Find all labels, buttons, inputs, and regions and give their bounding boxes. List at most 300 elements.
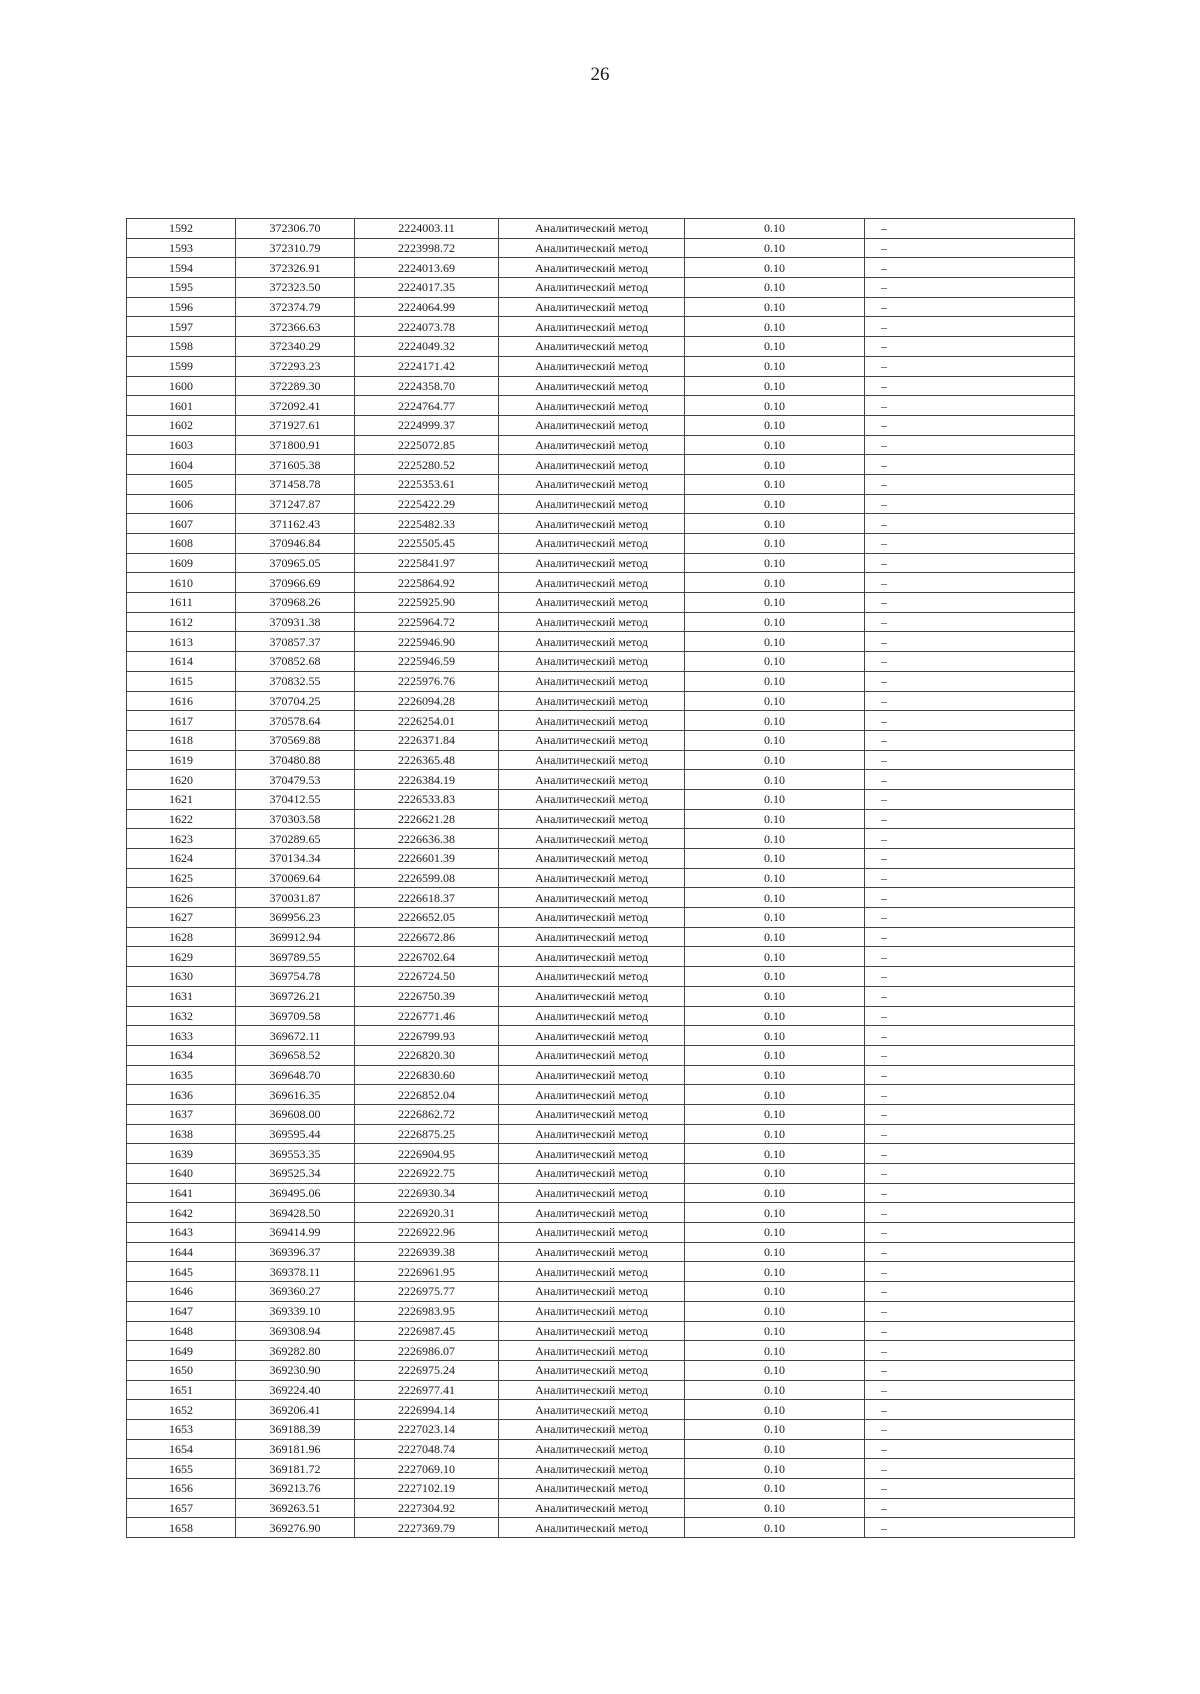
- x-coordinate-cell: 370704.25: [236, 691, 355, 711]
- accuracy-cell: 0.10: [685, 1203, 865, 1223]
- y-coordinate-cell: 2225841.97: [355, 553, 499, 573]
- y-coordinate-cell: 2224358.70: [355, 376, 499, 396]
- accuracy-cell: 0.10: [685, 1164, 865, 1184]
- table-row: [127, 573, 1075, 593]
- x-coordinate-cell: 369709.58: [236, 1006, 355, 1026]
- x-coordinate-cell: 369912.94: [236, 927, 355, 947]
- accuracy-cell: 0.10: [685, 671, 865, 691]
- coordinates-table: [126, 218, 1075, 1538]
- x-coordinate-cell: 369188.39: [236, 1419, 355, 1439]
- description-cell: –: [865, 1026, 1075, 1046]
- accuracy-cell: 0.10: [685, 908, 865, 928]
- y-coordinate-cell: 2224764.77: [355, 396, 499, 416]
- method-cell: Аналитический метод: [499, 1419, 685, 1439]
- accuracy-cell: 0.10: [685, 1045, 865, 1065]
- accuracy-cell: 0.10: [685, 1400, 865, 1420]
- method-cell: Аналитический метод: [499, 1124, 685, 1144]
- table-row: [127, 376, 1075, 396]
- point-number-cell: 1633: [127, 1026, 236, 1046]
- point-number-cell: 1648: [127, 1321, 236, 1341]
- accuracy-cell: 0.10: [685, 986, 865, 1006]
- accuracy-cell: 0.10: [685, 474, 865, 494]
- method-cell: Аналитический метод: [499, 278, 685, 298]
- point-number-cell: 1611: [127, 593, 236, 613]
- description-cell: –: [865, 888, 1075, 908]
- y-coordinate-cell: 2226652.05: [355, 908, 499, 928]
- point-number-cell: 1612: [127, 612, 236, 632]
- point-number-cell: 1652: [127, 1400, 236, 1420]
- description-cell: –: [865, 514, 1075, 534]
- method-cell: Аналитический метод: [499, 573, 685, 593]
- y-coordinate-cell: 2226094.28: [355, 691, 499, 711]
- point-number-cell: 1618: [127, 730, 236, 750]
- y-coordinate-cell: 2226254.01: [355, 711, 499, 731]
- x-coordinate-cell: 369276.90: [236, 1518, 355, 1538]
- accuracy-cell: 0.10: [685, 337, 865, 357]
- table-row: [127, 1065, 1075, 1085]
- point-number-cell: 1655: [127, 1459, 236, 1479]
- accuracy-cell: 0.10: [685, 1321, 865, 1341]
- accuracy-cell: 0.10: [685, 1085, 865, 1105]
- accuracy-cell: 0.10: [685, 1006, 865, 1026]
- point-number-cell: 1600: [127, 376, 236, 396]
- table-row: [127, 868, 1075, 888]
- x-coordinate-cell: 369726.21: [236, 986, 355, 1006]
- table-row: [127, 1183, 1075, 1203]
- description-cell: –: [865, 947, 1075, 967]
- accuracy-cell: 0.10: [685, 632, 865, 652]
- table-row: [127, 711, 1075, 731]
- method-cell: Аналитический метод: [499, 1104, 685, 1124]
- table-row: [127, 849, 1075, 869]
- table-row: [127, 770, 1075, 790]
- description-cell: –: [865, 986, 1075, 1006]
- description-cell: –: [865, 1065, 1075, 1085]
- table-row: [127, 494, 1075, 514]
- x-coordinate-cell: 370289.65: [236, 829, 355, 849]
- x-coordinate-cell: 371458.78: [236, 474, 355, 494]
- y-coordinate-cell: 2226820.30: [355, 1045, 499, 1065]
- x-coordinate-cell: 369648.70: [236, 1065, 355, 1085]
- table-row: [127, 967, 1075, 987]
- description-cell: –: [865, 1479, 1075, 1499]
- method-cell: Аналитический метод: [499, 888, 685, 908]
- point-number-cell: 1638: [127, 1124, 236, 1144]
- table-row: [127, 1262, 1075, 1282]
- table-row: [127, 1026, 1075, 1046]
- y-coordinate-cell: 2226636.38: [355, 829, 499, 849]
- x-coordinate-cell: 372366.63: [236, 317, 355, 337]
- table-row: [127, 1242, 1075, 1262]
- y-coordinate-cell: 2226830.60: [355, 1065, 499, 1085]
- accuracy-cell: 0.10: [685, 514, 865, 534]
- description-cell: –: [865, 1321, 1075, 1341]
- y-coordinate-cell: 2226371.84: [355, 730, 499, 750]
- y-coordinate-cell: 2226365.48: [355, 750, 499, 770]
- description-cell: –: [865, 711, 1075, 731]
- point-number-cell: 1628: [127, 927, 236, 947]
- method-cell: Аналитический метод: [499, 1400, 685, 1420]
- description-cell: –: [865, 730, 1075, 750]
- table-row: [127, 652, 1075, 672]
- table-row: [127, 1045, 1075, 1065]
- point-number-cell: 1642: [127, 1203, 236, 1223]
- table-row: [127, 927, 1075, 947]
- x-coordinate-cell: 369658.52: [236, 1045, 355, 1065]
- table-row: [127, 337, 1075, 357]
- page-number: 26: [590, 64, 610, 85]
- method-cell: Аналитический метод: [499, 337, 685, 357]
- x-coordinate-cell: 372293.23: [236, 356, 355, 376]
- method-cell: Аналитический метод: [499, 691, 685, 711]
- x-coordinate-cell: 369282.80: [236, 1341, 355, 1361]
- point-number-cell: 1649: [127, 1341, 236, 1361]
- method-cell: Аналитический метод: [499, 711, 685, 731]
- y-coordinate-cell: 2226922.75: [355, 1164, 499, 1184]
- y-coordinate-cell: 2224013.69: [355, 258, 499, 278]
- accuracy-cell: 0.10: [685, 770, 865, 790]
- accuracy-cell: 0.10: [685, 1104, 865, 1124]
- point-number-cell: 1634: [127, 1045, 236, 1065]
- table-row: [127, 1341, 1075, 1361]
- description-cell: –: [865, 1459, 1075, 1479]
- point-number-cell: 1601: [127, 396, 236, 416]
- y-coordinate-cell: 2226961.95: [355, 1262, 499, 1282]
- method-cell: Аналитический метод: [499, 908, 685, 928]
- description-cell: –: [865, 691, 1075, 711]
- description-cell: –: [865, 1380, 1075, 1400]
- description-cell: –: [865, 652, 1075, 672]
- description-cell: –: [865, 1223, 1075, 1243]
- x-coordinate-cell: 371927.61: [236, 415, 355, 435]
- x-coordinate-cell: 370966.69: [236, 573, 355, 593]
- method-cell: Аналитический метод: [499, 829, 685, 849]
- method-cell: Аналитический метод: [499, 789, 685, 809]
- x-coordinate-cell: 370946.84: [236, 534, 355, 554]
- table-row: [127, 1282, 1075, 1302]
- point-number-cell: 1620: [127, 770, 236, 790]
- accuracy-cell: 0.10: [685, 1498, 865, 1518]
- x-coordinate-cell: 369495.06: [236, 1183, 355, 1203]
- y-coordinate-cell: 2226384.19: [355, 770, 499, 790]
- table-row: [127, 1085, 1075, 1105]
- accuracy-cell: 0.10: [685, 1223, 865, 1243]
- y-coordinate-cell: 2226621.28: [355, 809, 499, 829]
- x-coordinate-cell: 371162.43: [236, 514, 355, 534]
- method-cell: Аналитический метод: [499, 1301, 685, 1321]
- method-cell: Аналитический метод: [499, 1459, 685, 1479]
- x-coordinate-cell: 370031.87: [236, 888, 355, 908]
- x-coordinate-cell: 369789.55: [236, 947, 355, 967]
- accuracy-cell: 0.10: [685, 376, 865, 396]
- method-cell: Аналитический метод: [499, 947, 685, 967]
- accuracy-cell: 0.10: [685, 494, 865, 514]
- description-cell: –: [865, 1124, 1075, 1144]
- method-cell: Аналитический метод: [499, 612, 685, 632]
- accuracy-cell: 0.10: [685, 219, 865, 239]
- point-number-cell: 1626: [127, 888, 236, 908]
- point-number-cell: 1592: [127, 219, 236, 239]
- method-cell: Аналитический метод: [499, 809, 685, 829]
- x-coordinate-cell: 372310.79: [236, 238, 355, 258]
- point-number-cell: 1598: [127, 337, 236, 357]
- method-cell: Аналитический метод: [499, 219, 685, 239]
- method-cell: Аналитический метод: [499, 967, 685, 987]
- method-cell: Аналитический метод: [499, 671, 685, 691]
- x-coordinate-cell: 369206.41: [236, 1400, 355, 1420]
- description-cell: –: [865, 356, 1075, 376]
- y-coordinate-cell: 2225353.61: [355, 474, 499, 494]
- accuracy-cell: 0.10: [685, 593, 865, 613]
- accuracy-cell: 0.10: [685, 1439, 865, 1459]
- point-number-cell: 1637: [127, 1104, 236, 1124]
- point-number-cell: 1641: [127, 1183, 236, 1203]
- table-row: [127, 455, 1075, 475]
- description-cell: –: [865, 1282, 1075, 1302]
- accuracy-cell: 0.10: [685, 829, 865, 849]
- accuracy-cell: 0.10: [685, 1380, 865, 1400]
- description-cell: –: [865, 219, 1075, 239]
- y-coordinate-cell: 2226975.24: [355, 1360, 499, 1380]
- y-coordinate-cell: 2226799.93: [355, 1026, 499, 1046]
- accuracy-cell: 0.10: [685, 534, 865, 554]
- description-cell: –: [865, 967, 1075, 987]
- x-coordinate-cell: 369616.35: [236, 1085, 355, 1105]
- x-coordinate-cell: 369608.00: [236, 1104, 355, 1124]
- y-coordinate-cell: 2225925.90: [355, 593, 499, 613]
- x-coordinate-cell: 369595.44: [236, 1124, 355, 1144]
- description-cell: –: [865, 1419, 1075, 1439]
- description-cell: –: [865, 1262, 1075, 1282]
- table-row: [127, 593, 1075, 613]
- method-cell: Аналитический метод: [499, 455, 685, 475]
- accuracy-cell: 0.10: [685, 691, 865, 711]
- x-coordinate-cell: 369428.50: [236, 1203, 355, 1223]
- table-row: [127, 297, 1075, 317]
- description-cell: –: [865, 1006, 1075, 1026]
- accuracy-cell: 0.10: [685, 396, 865, 416]
- table-row: [127, 238, 1075, 258]
- method-cell: Аналитический метод: [499, 494, 685, 514]
- y-coordinate-cell: 2224999.37: [355, 415, 499, 435]
- method-cell: Аналитический метод: [499, 1006, 685, 1026]
- table-row: [127, 258, 1075, 278]
- x-coordinate-cell: 369525.34: [236, 1164, 355, 1184]
- table-row: [127, 1164, 1075, 1184]
- description-cell: –: [865, 1045, 1075, 1065]
- table-row: [127, 908, 1075, 928]
- point-number-cell: 1631: [127, 986, 236, 1006]
- method-cell: Аналитический метод: [499, 1242, 685, 1262]
- method-cell: Аналитический метод: [499, 632, 685, 652]
- table-row: [127, 474, 1075, 494]
- point-number-cell: 1619: [127, 750, 236, 770]
- x-coordinate-cell: 370578.64: [236, 711, 355, 731]
- x-coordinate-cell: 369263.51: [236, 1498, 355, 1518]
- method-cell: Аналитический метод: [499, 1164, 685, 1184]
- point-number-cell: 1593: [127, 238, 236, 258]
- point-number-cell: 1650: [127, 1360, 236, 1380]
- table-row: [127, 317, 1075, 337]
- accuracy-cell: 0.10: [685, 1183, 865, 1203]
- table-row: [127, 1479, 1075, 1499]
- method-cell: Аналитический метод: [499, 1262, 685, 1282]
- point-number-cell: 1597: [127, 317, 236, 337]
- y-coordinate-cell: 2225505.45: [355, 534, 499, 554]
- description-cell: –: [865, 1242, 1075, 1262]
- description-cell: –: [865, 455, 1075, 475]
- description-cell: –: [865, 1341, 1075, 1361]
- point-number-cell: 1603: [127, 435, 236, 455]
- accuracy-cell: 0.10: [685, 612, 865, 632]
- y-coordinate-cell: 2223998.72: [355, 238, 499, 258]
- point-number-cell: 1613: [127, 632, 236, 652]
- method-cell: Аналитический метод: [499, 927, 685, 947]
- table-row: [127, 534, 1075, 554]
- point-number-cell: 1606: [127, 494, 236, 514]
- point-number-cell: 1646: [127, 1282, 236, 1302]
- accuracy-cell: 0.10: [685, 1026, 865, 1046]
- x-coordinate-cell: 372340.29: [236, 337, 355, 357]
- method-cell: Аналитический метод: [499, 1321, 685, 1341]
- method-cell: Аналитический метод: [499, 258, 685, 278]
- point-number-cell: 1624: [127, 849, 236, 869]
- x-coordinate-cell: 370069.64: [236, 868, 355, 888]
- method-cell: Аналитический метод: [499, 986, 685, 1006]
- y-coordinate-cell: 2226601.39: [355, 849, 499, 869]
- method-cell: Аналитический метод: [499, 297, 685, 317]
- y-coordinate-cell: 2226920.31: [355, 1203, 499, 1223]
- method-cell: Аналитический метод: [499, 435, 685, 455]
- description-cell: –: [865, 632, 1075, 652]
- table-row: [127, 1144, 1075, 1164]
- point-number-cell: 1656: [127, 1479, 236, 1499]
- method-cell: Аналитический метод: [499, 750, 685, 770]
- method-cell: Аналитический метод: [499, 1144, 685, 1164]
- description-cell: –: [865, 1144, 1075, 1164]
- y-coordinate-cell: 2227102.19: [355, 1479, 499, 1499]
- y-coordinate-cell: 2224073.78: [355, 317, 499, 337]
- accuracy-cell: 0.10: [685, 1282, 865, 1302]
- accuracy-cell: 0.10: [685, 1459, 865, 1479]
- x-coordinate-cell: 369414.99: [236, 1223, 355, 1243]
- y-coordinate-cell: 2226983.95: [355, 1301, 499, 1321]
- point-number-cell: 1605: [127, 474, 236, 494]
- point-number-cell: 1629: [127, 947, 236, 967]
- x-coordinate-cell: 371247.87: [236, 494, 355, 514]
- table-row: [127, 789, 1075, 809]
- description-cell: –: [865, 593, 1075, 613]
- method-cell: Аналитический метод: [499, 730, 685, 750]
- method-cell: Аналитический метод: [499, 1341, 685, 1361]
- point-number-cell: 1640: [127, 1164, 236, 1184]
- y-coordinate-cell: 2226852.04: [355, 1085, 499, 1105]
- point-number-cell: 1604: [127, 455, 236, 475]
- accuracy-cell: 0.10: [685, 1479, 865, 1499]
- accuracy-cell: 0.10: [685, 789, 865, 809]
- accuracy-cell: 0.10: [685, 455, 865, 475]
- description-cell: –: [865, 1498, 1075, 1518]
- x-coordinate-cell: 370134.34: [236, 849, 355, 869]
- accuracy-cell: 0.10: [685, 278, 865, 298]
- method-cell: Аналитический метод: [499, 593, 685, 613]
- accuracy-cell: 0.10: [685, 927, 865, 947]
- y-coordinate-cell: 2225864.92: [355, 573, 499, 593]
- x-coordinate-cell: 371605.38: [236, 455, 355, 475]
- x-coordinate-cell: 370412.55: [236, 789, 355, 809]
- table-row: [127, 809, 1075, 829]
- point-number-cell: 1607: [127, 514, 236, 534]
- table-row: [127, 514, 1075, 534]
- description-cell: –: [865, 1400, 1075, 1420]
- x-coordinate-cell: 369308.94: [236, 1321, 355, 1341]
- x-coordinate-cell: 370931.38: [236, 612, 355, 632]
- point-number-cell: 1645: [127, 1262, 236, 1282]
- point-number-cell: 1594: [127, 258, 236, 278]
- description-cell: –: [865, 396, 1075, 416]
- table-row: [127, 1498, 1075, 1518]
- y-coordinate-cell: 2226930.34: [355, 1183, 499, 1203]
- x-coordinate-cell: 369339.10: [236, 1301, 355, 1321]
- description-cell: –: [865, 573, 1075, 593]
- y-coordinate-cell: 2224017.35: [355, 278, 499, 298]
- y-coordinate-cell: 2225482.33: [355, 514, 499, 534]
- table-row: [127, 730, 1075, 750]
- x-coordinate-cell: 369224.40: [236, 1380, 355, 1400]
- point-number-cell: 1617: [127, 711, 236, 731]
- method-cell: Аналитический метод: [499, 1282, 685, 1302]
- accuracy-cell: 0.10: [685, 750, 865, 770]
- y-coordinate-cell: 2226533.83: [355, 789, 499, 809]
- method-cell: Аналитический метод: [499, 849, 685, 869]
- method-cell: Аналитический метод: [499, 474, 685, 494]
- y-coordinate-cell: 2225072.85: [355, 435, 499, 455]
- description-cell: –: [865, 534, 1075, 554]
- point-number-cell: 1625: [127, 868, 236, 888]
- table-row: [127, 888, 1075, 908]
- description-cell: –: [865, 317, 1075, 337]
- description-cell: –: [865, 908, 1075, 928]
- method-cell: Аналитический метод: [499, 415, 685, 435]
- y-coordinate-cell: 2224064.99: [355, 297, 499, 317]
- table-row: [127, 435, 1075, 455]
- point-number-cell: 1609: [127, 553, 236, 573]
- method-cell: Аналитический метод: [499, 1085, 685, 1105]
- table-row: [127, 1301, 1075, 1321]
- description-cell: –: [865, 750, 1075, 770]
- x-coordinate-cell: 370303.58: [236, 809, 355, 829]
- description-cell: –: [865, 297, 1075, 317]
- point-number-cell: 1643: [127, 1223, 236, 1243]
- description-cell: –: [865, 1360, 1075, 1380]
- accuracy-cell: 0.10: [685, 553, 865, 573]
- method-cell: Аналитический метод: [499, 868, 685, 888]
- accuracy-cell: 0.10: [685, 1518, 865, 1538]
- description-cell: –: [865, 789, 1075, 809]
- method-cell: Аналитический метод: [499, 1439, 685, 1459]
- accuracy-cell: 0.10: [685, 415, 865, 435]
- y-coordinate-cell: 2226977.41: [355, 1380, 499, 1400]
- method-cell: Аналитический метод: [499, 553, 685, 573]
- description-cell: –: [865, 376, 1075, 396]
- y-coordinate-cell: 2225280.52: [355, 455, 499, 475]
- description-cell: –: [865, 612, 1075, 632]
- table-row: [127, 1321, 1075, 1341]
- table-row: [127, 1400, 1075, 1420]
- y-coordinate-cell: 2226994.14: [355, 1400, 499, 1420]
- accuracy-cell: 0.10: [685, 1301, 865, 1321]
- accuracy-cell: 0.10: [685, 947, 865, 967]
